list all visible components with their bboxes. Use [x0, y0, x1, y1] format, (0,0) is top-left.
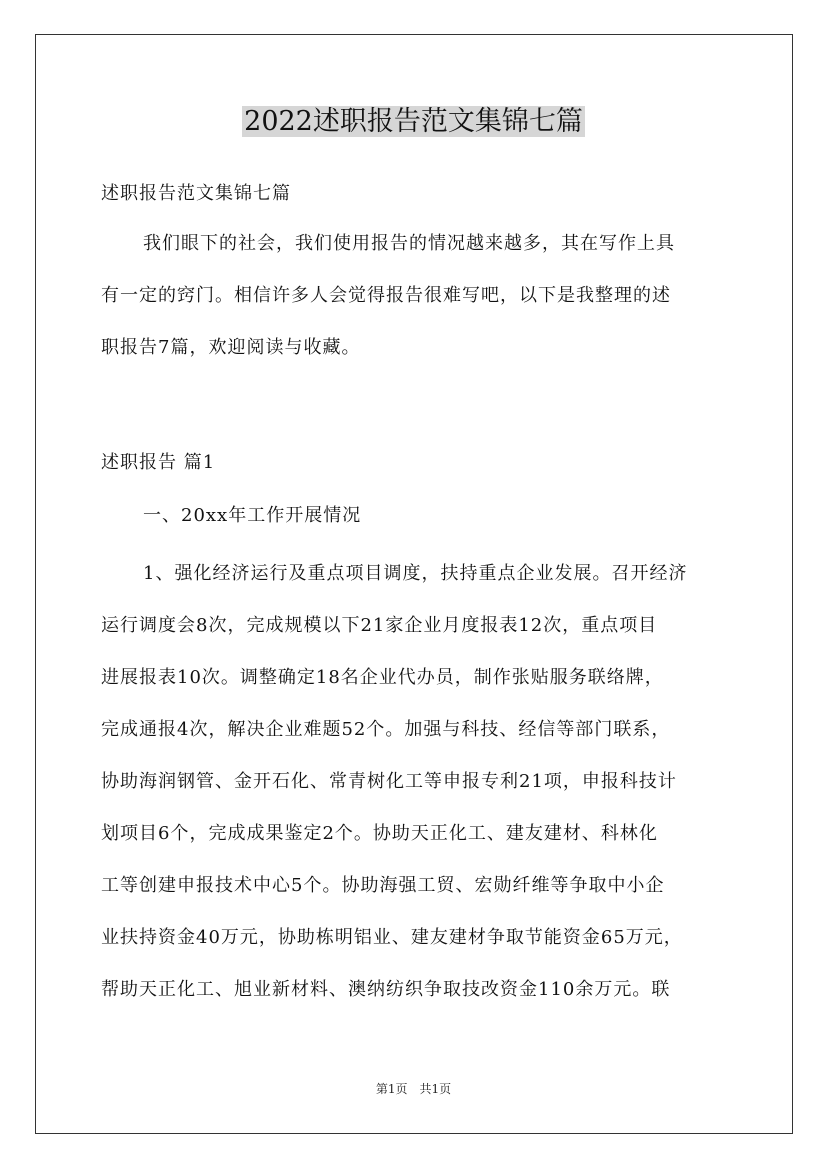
- intro-paragraph: [101, 218, 741, 374]
- item-paragraph: [101, 548, 741, 1016]
- item-line: 运行调度会8次，完成规模以下21家企业月度报表12次，重点项目: [101, 615, 658, 636]
- document-subtitle: 述职报告范文集锦七篇: [101, 183, 291, 204]
- item-line: 划项目6个，完成成果鉴定2个。协助天正化工、建友建材、科林化: [101, 823, 658, 844]
- intro-line: 有一定的窍门。相信许多人会觉得报告很难写吧，以下是我整理的述: [101, 285, 671, 306]
- item-line: 协助海润钢管、金开石化、常青树化工等申报专利21项，申报科技计: [101, 771, 677, 792]
- item-line: 工等创建申报技术中心5个。协助海强工贸、宏勋纤维等争取中小企: [101, 875, 665, 896]
- item-line: 业扶持资金40万元，协助栋明铝业、建友建材争取节能资金65万元，: [101, 927, 683, 948]
- document-title: [0, 100, 827, 144]
- sub-heading: 一、20xx年工作开展情况: [143, 505, 362, 526]
- section-heading: 述职报告 篇1: [101, 452, 216, 473]
- item-line: 完成通报4次，解决企业难题52个。加强与科技、经信等部门联系，: [101, 719, 671, 740]
- intro-line: 职报告7篇，欢迎阅读与收藏。: [101, 337, 361, 358]
- item-line: 帮助天正化工、旭业新材料、澳纳纺织争取技改资金110余万元。联: [101, 979, 671, 1000]
- item-line: 1、强化经济运行及重点项目调度，扶持重点企业发展。召开经济: [143, 563, 688, 584]
- page-footer: 第1页 共1页: [375, 1082, 452, 1096]
- intro-line: 我们眼下的社会，我们使用报告的情况越来越多，其在写作上具: [143, 233, 675, 254]
- document-title-text: 2022述职报告范文集锦七篇: [244, 106, 583, 137]
- item-line: 进展报表10次。调整确定18名企业代办员，制作张贴服务联络牌，: [101, 667, 664, 688]
